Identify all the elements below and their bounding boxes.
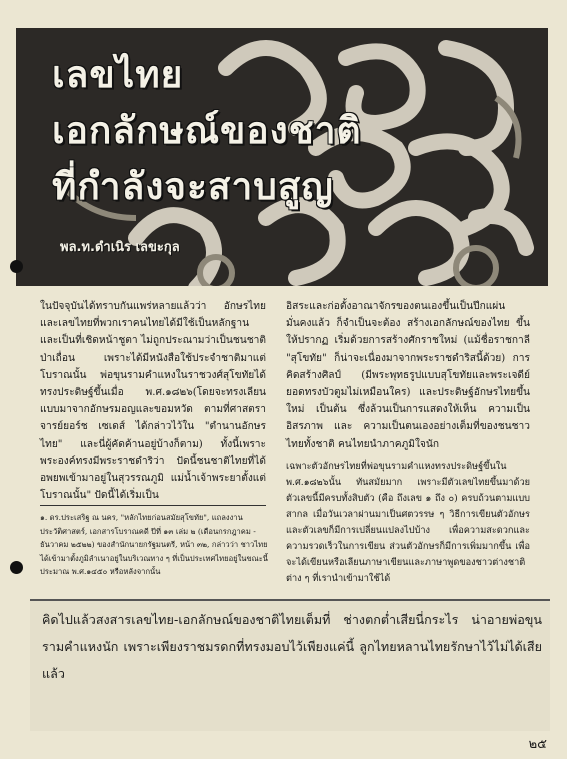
- text-column-left: [40, 298, 266, 504]
- footnote-divider: [40, 505, 266, 506]
- page-number: ๒๕: [528, 737, 547, 752]
- pull-quote-text: คิดไปแล้วสงสารเลขไทย-เอกลักษณ์ของชาติไทยเต็มที่ ช่างตกต่ำเสียนี่กระไร น่าอายพ่อขุนรามคำแหงนัก เพราะเพียงราชมรดกที่ทรงมอบไว้เพียงแค่นี้ ลูกไทยหลานไทยรักษาไว้ไม่ได้เสียแล้ว: [42, 612, 542, 681]
- body-paragraph: เฉพาะตัวอักษรไทยที่พ่อขุนรามคำแหงทรงประดิษฐ์ขึ้นใน พ.ศ.๑๘๒๖นั้น ทันสมัยมาก เพราะมีตัวเลขไทยขึ้นมาด้วย ตัวเลขนี้มีครบทั้งสิบตัว (คือ ถึงเลข ๑ ถึง ๐) ครบถ้วนตามแบบสากล เมื่อวันเวลาผ่านมาเป็นศตวรรษ ๆ วิธีการเขียนตัวอักษรและตัวเลขก็มีการเปลี่ยนแปลงไปบ้าง เพื่อความสะดวกและความรวดเร็วในการเขียน ส่วนตัวอักษรก็มีการเพิ่มมากขึ้น เพื่อจะได้เขียนหรือเลียนภาษาเขียนและภาษาพูดของชาวต่างชาติต่าง ๆ ที่เรานำเข้ามาใช้ได้: [286, 460, 530, 584]
- title-illustration: [16, 28, 548, 286]
- article-title-line-2: เอกลักษณ์ของชาติ: [52, 109, 362, 152]
- author-byline: พล.ท.ดำเนิร เลขะกุล: [60, 240, 180, 255]
- binder-hole: [10, 260, 23, 273]
- binder-hole: [10, 561, 23, 574]
- body-paragraph: อิสระและก่อตั้งอาณาจักรของตนเองขึ้นเป็นปึกแผ่นมั่นคงแล้ว ก็จำเป็นจะต้อง สร้างเอกลักษณ์ของไทย ขึ้นให้ปรากฏ เริ่มด้วยการสร้างศักราชใหม่ (แม้ชื่อราชกาลี "สุโขทัย" ก็น่าจะเนื่องมาจากพระราชดำริสนี้ด้วย) การคิดสร้างศิลป์ (มีพระพุทธรูปแบบสุโขทัยและพระเจดีย์ยอดทรงบัวตูมไม่เหมือนใคร) และประดิษฐ์อักษรไทยขึ้นใหม่ เป็นต้น ซึ่งล้วนเป็นการแสดงให้เห็น ความเป็นอิสรภาพ และ ความเป็นตนเองอย่างเต็มที่ของชนชาวไทยทั้งชาติ คนไทยนำภาคภูมิใจนัก: [286, 301, 530, 450]
- footnote: ๑. ดร.ประเสริฐ ณ นคร, "หลักไทยก่อนสมัยสุโขทัย", แถลงงานประวัติศาสตร์, เอกสารโบราณคดี ปีที่ ๑๓ เล่ม ๒ (เดือนกรกฎาคม - ธันวาคม ๒๕๒๒) ของสำนักนายกรัฐมนตรี, หน้า ๓๒, กล่าวว่า ชาวไทยได้เข้ามาตั้งภูมิลำเนาอยู่ในบริเวณทาง ๆ ที่เป็นประเทศไทยอยู่ในขณะนี้ประมาณ พ.ศ.๑๔๕๐ หรือหลังจากนั้น: [40, 513, 268, 577]
- article-title-line-3: ที่กำลังจะสาบสูญ: [52, 165, 334, 208]
- body-paragraph: ในปัจจุบันได้ทราบกันแพร่หลายแล้วว่า อักษรไทยและเลขไทยที่พวกเราคนไทยได้มีใช้เป็นหลักฐานและเป็นที่เชิดหน้าชูตา ไม่ถูกประณามว่าเป็นชนชาติป่าเถื่อน เพราะได้มีหนังสือใช้ประจำชาติมาแต่โบราณนั้น พ่อขุนรามคำแหงในราชวงศ์สุโขทัยได้ทรงประดิษฐ์ขึ้นเมื่อ พ.ศ.๑๘๒๖(โดยจะทรงเลียนแบบมาจากอักษรมอญและขอมหวัด ตามที่ศาสตราจารย์ยอร์ช เซเดส์ ได้กล่าวไว้ใน "ตำนานอักษรไทย" และนี่ผู้คัดค้านอยู่บ้างก็ตาม) ทั้งนี้เพราะพระองค์ทรงมีพระราชดำริว่า ปัดนี้ชนชาติไทยที่ได้อพยพเข้ามาอยู่ในสุวรรณภูมิ แม่น้ำเจ้าพระยาตั้งแต่โบราณนั้น" ปัดนี้ได้เริ่มเป็น: [40, 301, 266, 502]
- text-column-right: [286, 298, 530, 587]
- article-title-line-1: เลขไทย: [52, 53, 184, 96]
